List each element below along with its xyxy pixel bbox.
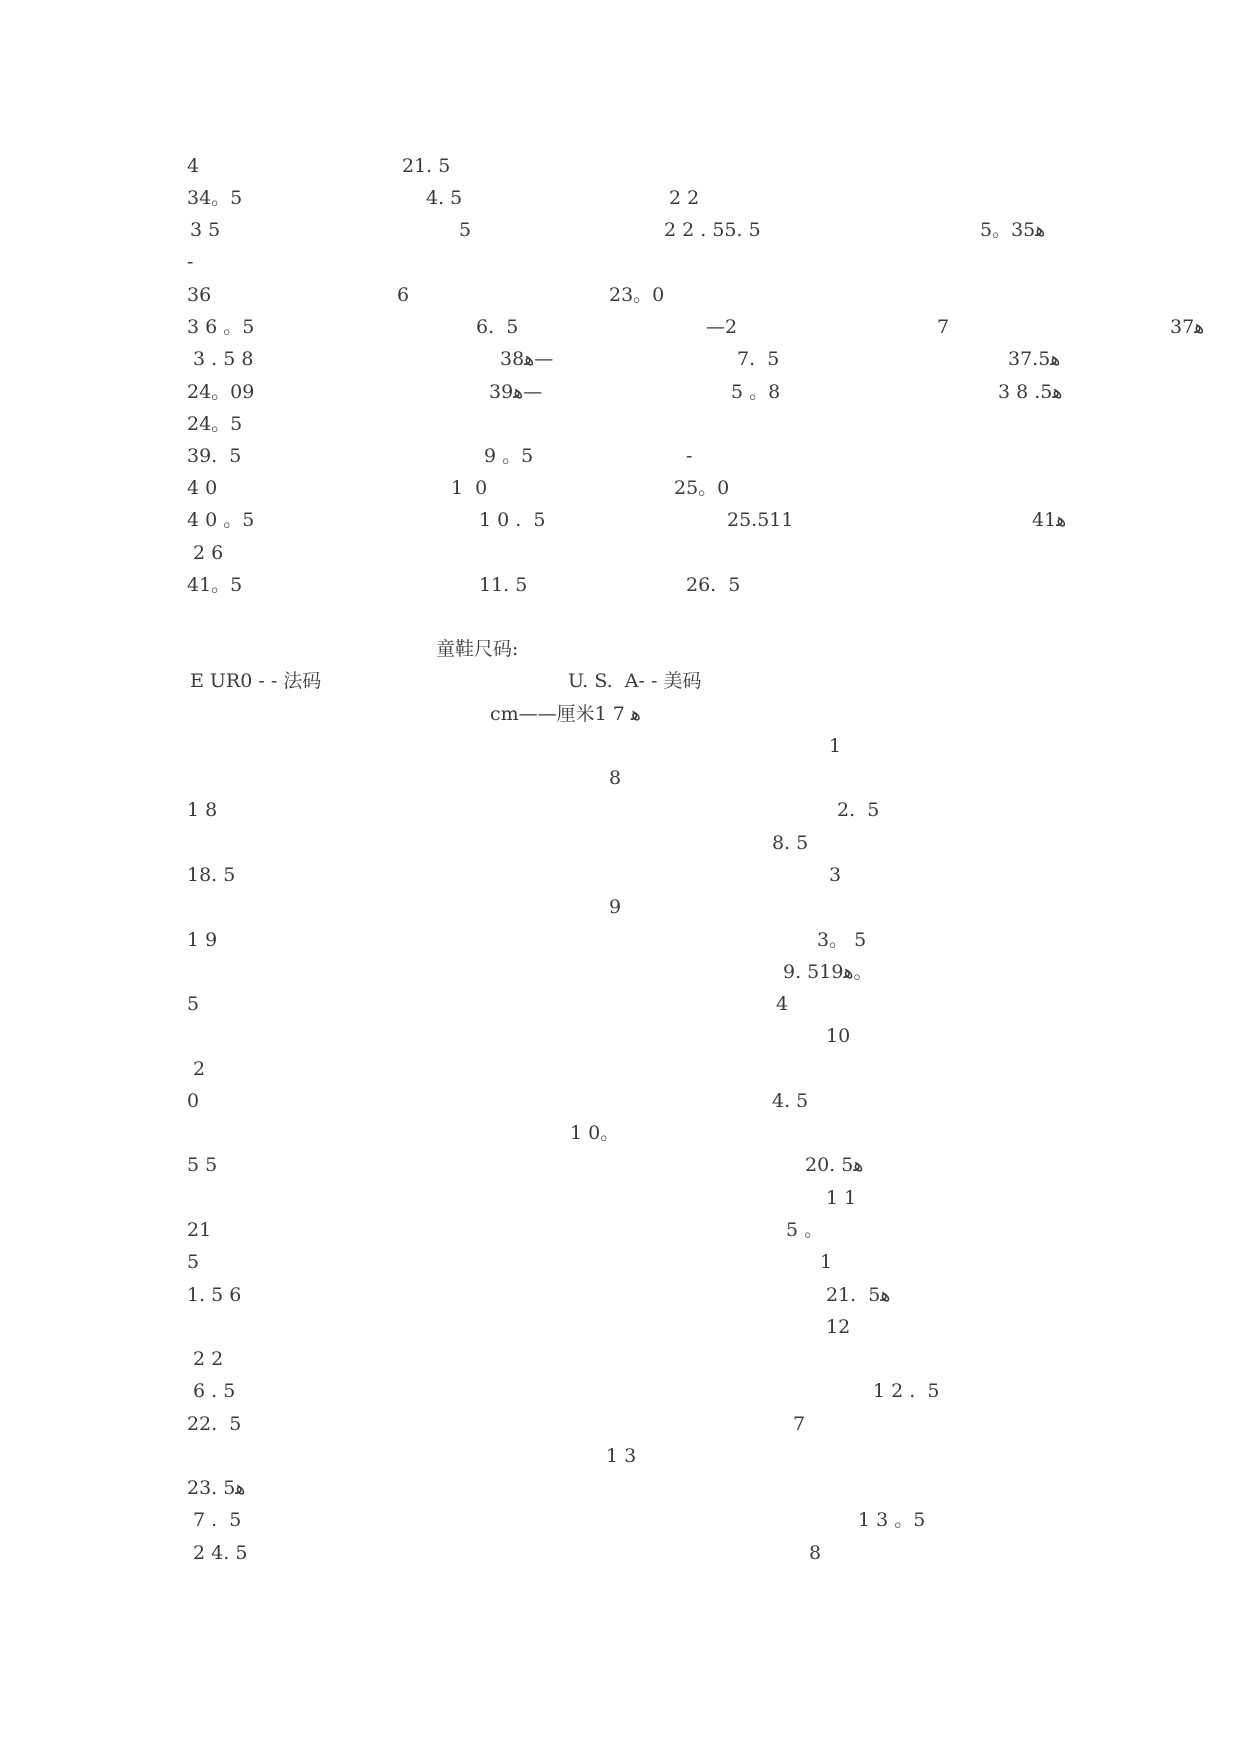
text-fragment: 3 5 — [190, 219, 221, 241]
text-fragment: 10 — [826, 1025, 851, 1047]
text-fragment: 7 — [793, 1413, 806, 1435]
text-fragment: 4 — [187, 155, 200, 177]
text-fragment: U. S. A- - 美码 — [568, 670, 702, 692]
text-fragment: 4. 5 — [426, 187, 463, 209]
text-fragment: 12 — [826, 1316, 851, 1338]
text-fragment: 1 — [829, 735, 842, 757]
text-fragment: 7 — [937, 316, 950, 338]
text-fragment: 2 6 — [187, 542, 224, 564]
text-fragment: 1 8 — [187, 799, 218, 821]
text-fragment: 1 9 — [187, 929, 218, 951]
text-fragment: 1 3 。5 — [858, 1509, 926, 1531]
text-fragment: 2 2 — [669, 187, 700, 209]
text-fragment: 6. 5 — [476, 316, 519, 338]
text-fragment: 9 — [609, 896, 622, 918]
text-fragment: 21 — [187, 1219, 212, 1241]
text-fragment: 3 6 。5 — [187, 316, 255, 338]
text-fragment: 41ﻫ — [1032, 509, 1067, 531]
text-fragment: 11. 5 — [479, 574, 528, 596]
text-fragment: —2 — [706, 316, 738, 338]
text-fragment: 3 — [829, 864, 842, 886]
text-fragment: 22. 5 — [187, 1413, 242, 1435]
text-fragment: 2 2 — [187, 1348, 224, 1370]
text-fragment: 9. 519ﻫ。 — [783, 961, 873, 983]
text-fragment: 3 8 .5ﻫ — [998, 381, 1063, 403]
text-fragment: - — [187, 251, 194, 273]
text-fragment: 4. 5 — [772, 1090, 809, 1112]
text-fragment: 3 . 5 8 — [187, 348, 254, 370]
text-fragment: 5 5 — [187, 1154, 218, 1176]
text-fragment: 5 — [459, 219, 472, 241]
section-heading: 童鞋尺码: — [436, 638, 519, 660]
text-fragment: 5 。 — [786, 1219, 824, 1241]
text-fragment: 1 0。 — [570, 1122, 620, 1144]
text-fragment: 24。5 — [187, 413, 243, 435]
text-fragment: E UR0 - - 法码 — [190, 670, 322, 692]
text-fragment: 36 — [187, 284, 212, 306]
text-fragment: 0 — [187, 1090, 200, 1112]
text-fragment: 1 0 . 5 — [479, 509, 546, 531]
text-fragment: 9 。5 — [484, 445, 534, 467]
text-fragment: 20. 5ﻫ — [805, 1154, 864, 1176]
text-fragment: 8. 5 — [772, 832, 809, 854]
text-fragment: 3。 5 — [817, 929, 867, 951]
text-fragment: 38ﻫ— — [500, 348, 554, 370]
text-fragment: 5 — [187, 993, 200, 1015]
text-fragment: 5 。8 — [731, 381, 781, 403]
text-fragment: 1. 5 6 — [187, 1284, 242, 1306]
text-fragment: 2 2 . 55. 5 — [664, 219, 761, 241]
text-fragment: 7 . 5 — [187, 1509, 242, 1531]
text-fragment: 8 — [609, 767, 622, 789]
text-fragment: 41。5 — [187, 574, 243, 596]
text-fragment: 34。5 — [187, 187, 243, 209]
text-fragment: 1 2 . 5 — [873, 1380, 940, 1402]
text-fragment: 37ﻫ — [1170, 316, 1205, 338]
text-fragment: 1 0 — [451, 477, 488, 499]
text-fragment: 26. 5 — [686, 574, 741, 596]
text-fragment: 6 . 5 — [187, 1380, 236, 1402]
text-fragment: 23。0 — [609, 284, 665, 306]
text-fragment: 5 — [187, 1251, 200, 1273]
text-fragment: 39. 5 — [187, 445, 242, 467]
text-fragment: 1 1 — [826, 1187, 857, 1209]
text-fragment: 2. 5 — [837, 799, 880, 821]
text-fragment: 4 — [776, 993, 789, 1015]
text-fragment: 25.511 — [727, 509, 794, 531]
text-fragment: 6 — [397, 284, 410, 306]
text-fragment: 39ﻫ— — [489, 381, 543, 403]
text-fragment: 4 0 — [187, 477, 218, 499]
text-fragment: 18. 5 — [187, 864, 236, 886]
text-fragment: 2 — [187, 1058, 206, 1080]
text-fragment: 1 3 — [606, 1445, 637, 1467]
text-fragment: - — [686, 445, 693, 467]
text-fragment: 5。35ﻫ — [980, 219, 1046, 241]
text-fragment: 21. 5ﻫ — [826, 1284, 891, 1306]
text-fragment: 21. 5 — [402, 155, 451, 177]
text-fragment: 2 4. 5 — [187, 1542, 248, 1564]
text-fragment: 7. 5 — [737, 348, 780, 370]
text-fragment: 24。09 — [187, 381, 255, 403]
text-fragment: 37.5ﻫ — [1008, 348, 1061, 370]
text-fragment: 8 — [809, 1542, 822, 1564]
text-fragment: 25。0 — [674, 477, 730, 499]
text-fragment: 4 0 。5 — [187, 509, 255, 531]
text-fragment: 23. 5ﻫ — [187, 1477, 246, 1499]
text-fragment: cm——厘米1 7 ﻫ — [490, 703, 641, 725]
text-fragment: 1 — [820, 1251, 833, 1273]
